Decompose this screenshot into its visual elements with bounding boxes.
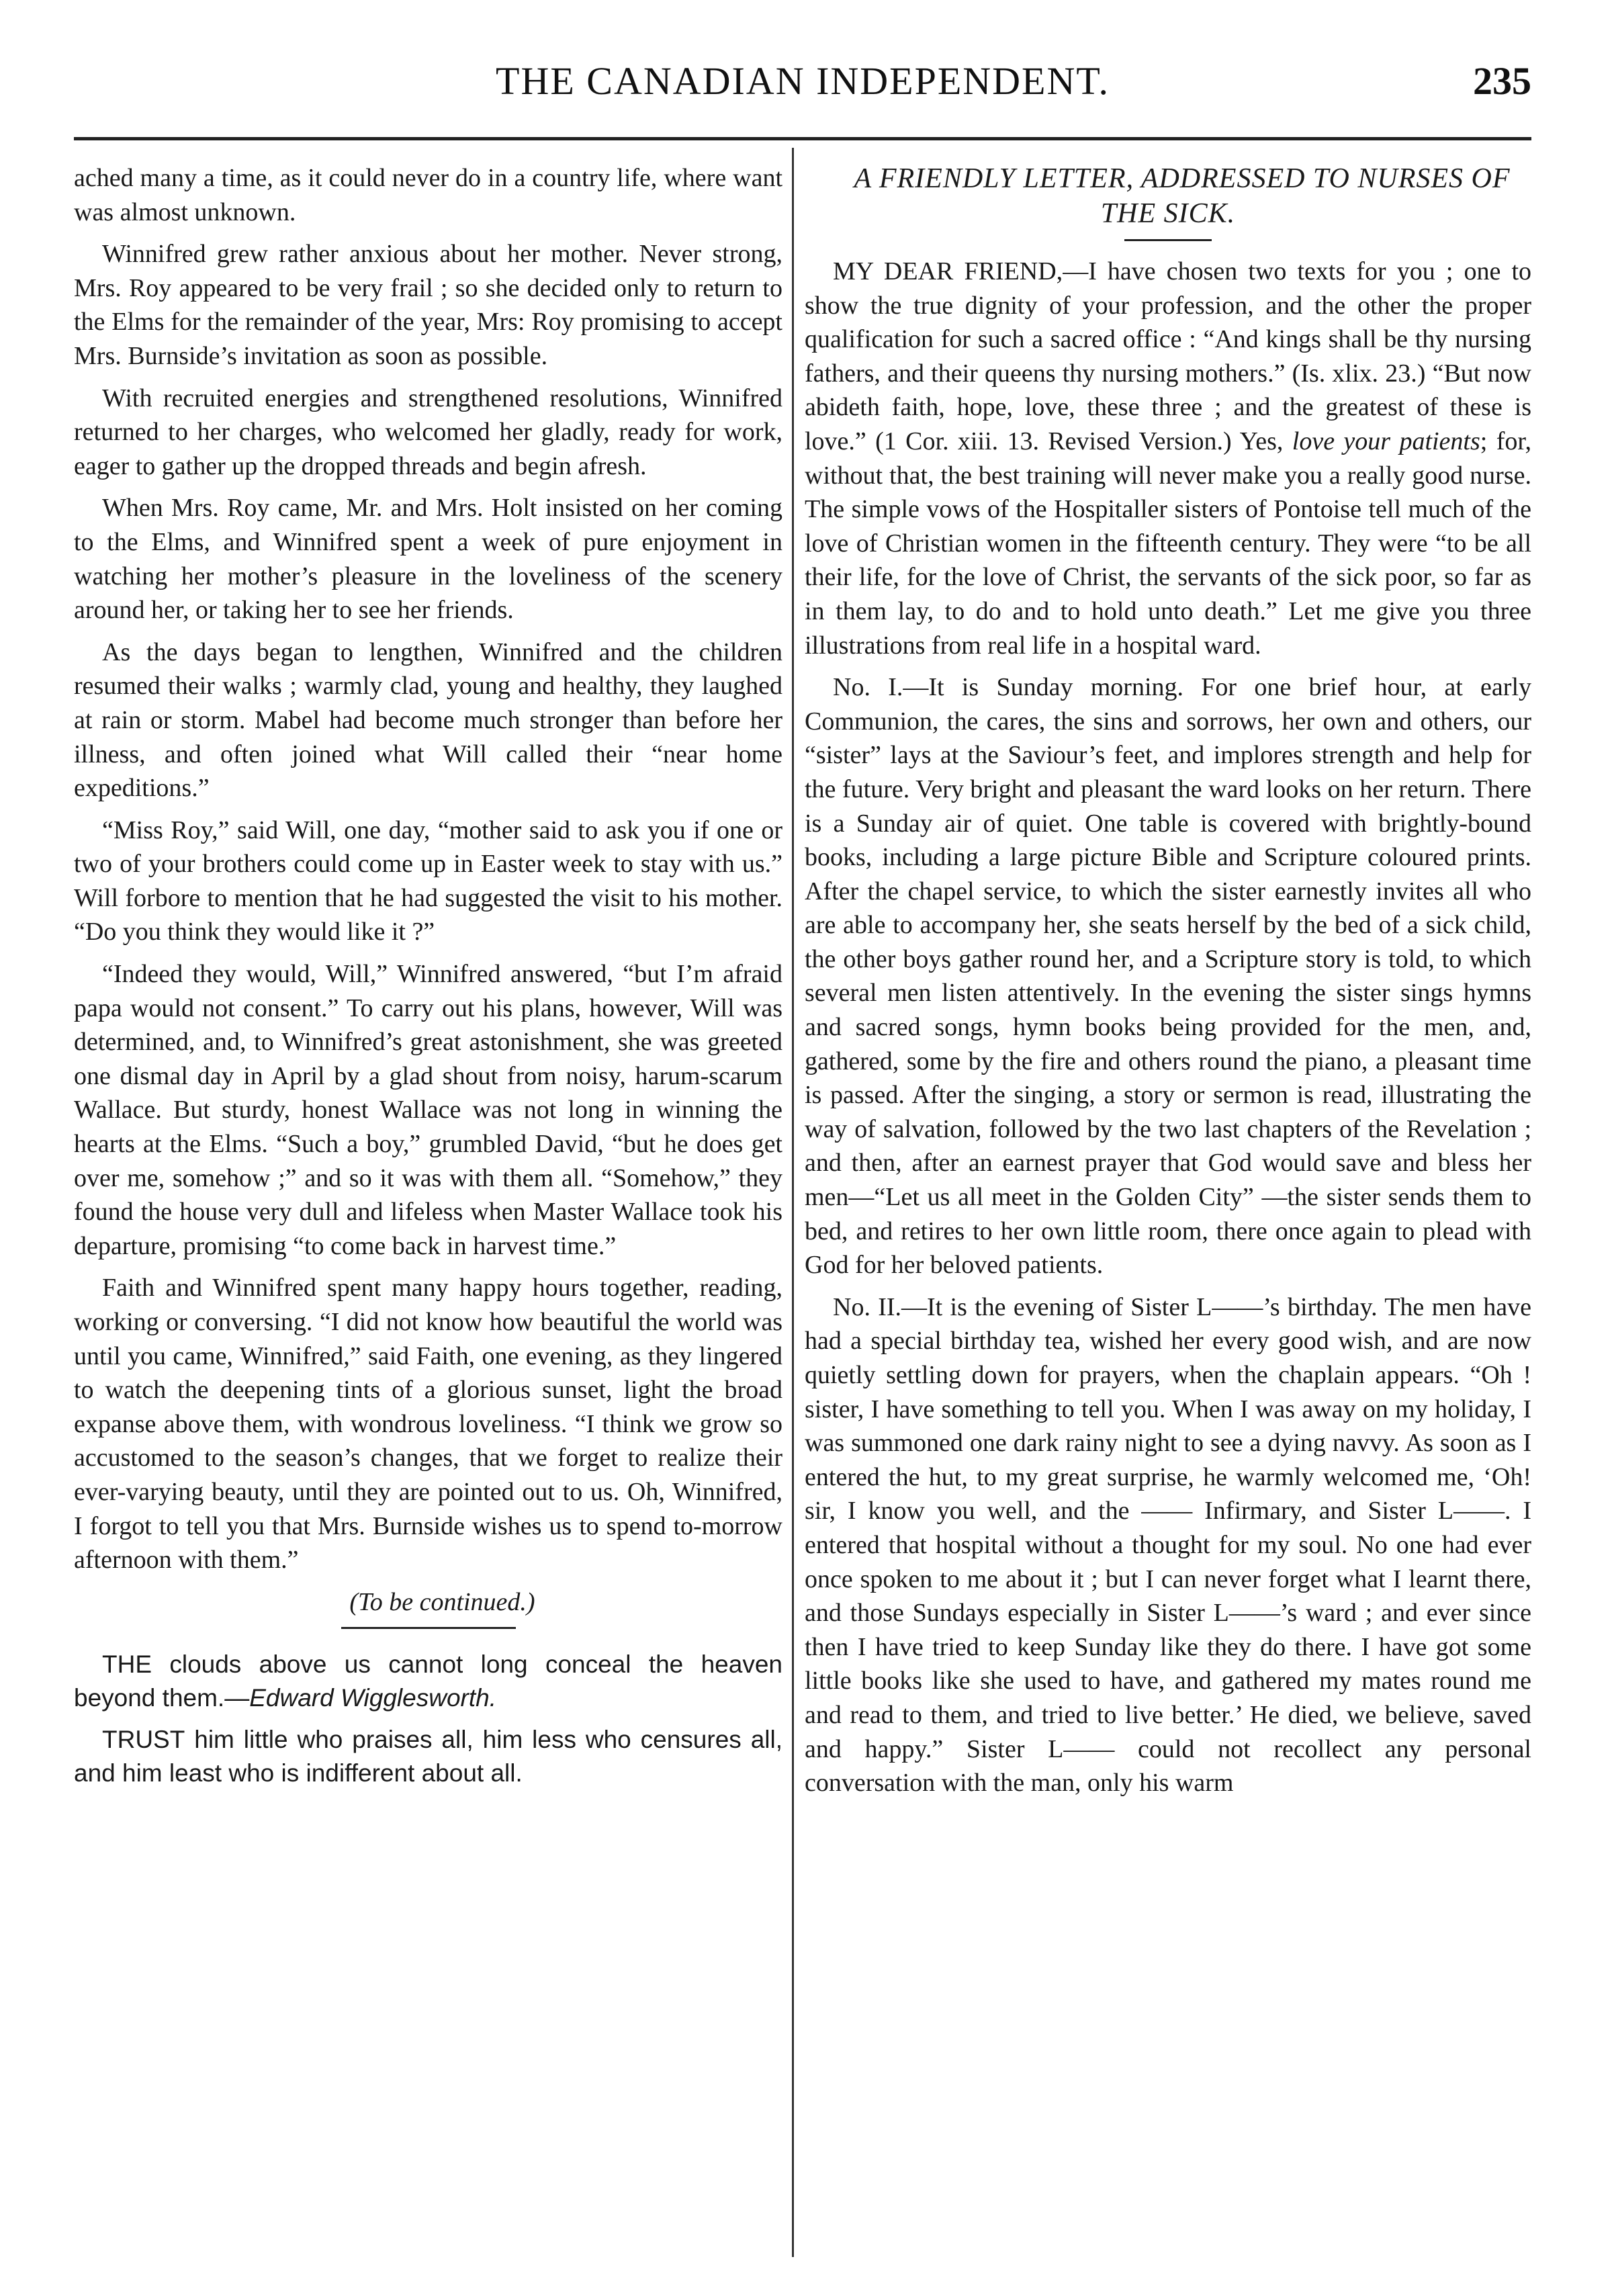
right-column: [805, 161, 1531, 1808]
story-paragraph: “Miss Roy,” said Will, one day, “mother said to ask you if one or two of your brothers could come up in Easter week to stay with us.” Will forbore to mention that he had suggested the visit to his mother. “Do you think they would like it ?”: [74, 815, 782, 946]
wigglesworth-quote: [74, 1648, 782, 1715]
story-paragraph: Faith and Winnifred spent many happy hours together, reading, working or conversing. “I did not know how beautiful the world was until you came, Winnifred,” said Faith, one evening, as they lingered to watch the deepening tints of a glorious sunset, light the broad expanse above them, with wondrous loveliness. “I think we grow so accustomed to the season’s changes, that we forget to realize their ever-varying beauty, until they are pointed out to us. Oh, Winnifred, I forgot to tell you that Mrs. Burnside wishes us to spend to-morrow afternoon with them.”: [74, 1274, 782, 1575]
quote-lead: TRUST: [102, 1726, 185, 1754]
quote-lead: THE: [102, 1650, 152, 1679]
salutation: MY DEAR FRIEND,: [833, 257, 1063, 285]
column-divider: [792, 148, 794, 2257]
story-paragraph: “Indeed they would, Will,” Winnifred answered, “but I’m afraid papa would not consent.” To carry out his plans, however, Will was determined, and, to Winnifred’s great astonishment, she was greeted one dismal day in April by a glad shout from noisy, harum-scarum Wallace. But sturdy, honest Wallace was not long in winning the hearts at the Elms. “Such a boy,” grumbled David, “but he does get over me, somehow ;” and so it was with them all. “Somehow,” they found the house very dull and lifeless when Master Wallace took his departure, promising “to come back in harvest time.”: [74, 960, 782, 1260]
quote-author: Edward Wigglesworth.: [249, 1684, 496, 1712]
continued-note: (To be continued.): [349, 1587, 535, 1616]
title-rule: [1124, 239, 1212, 241]
page-header: [74, 58, 1531, 125]
story-paragraph: ached many a time, as it could never do in a country life, where want was almost unknown.: [74, 164, 782, 226]
left-column: [74, 161, 782, 1798]
article-title: A FRIENDLY LETTER, ADDRESSED TO NURSES OF THE SICK.: [854, 163, 1511, 229]
section-rule: [341, 1627, 516, 1629]
illustration-one: No. I.—It is Sunday morning. For one brief hour, at early Communion, the cares, the sins and sorrows, her own and others, our “sister” lays at the Saviour’s feet, and implores strength and help for the future. Very bright and pleasant the ward looks on her return. There is a Sunday air of quiet. One table is covered with brightly-bound books, including a large picture Bible and Scripture coloured prints. After the chapel service, to which the sister earnestly invites all who are able to accompany her, she seats herself by the bed of a sick child, the other boys gather round her, and a Scripture story is told, to which several men listen attentively. In the evening the sister sings hymns and sacred songs, hymn books being provided for the men, and, gathered, some by the fire and others round the piano, a pleasant time is passed. After the singing, a story or sermon is read, illustrating the way of salvation, followed by the two last chapters of the Revelation ; and then, after an earnest prayer that God would save and bless her men—“Let us all meet in the Golden City” —the sister sends them to bed, and retires to her own little room, there once again to plead with God for her beloved patients.: [805, 673, 1531, 1280]
page-number: 235: [1473, 59, 1531, 103]
intro-text-start: —I have chosen two texts for you ; one to show the true dignity of your profession, and the other the proper qualification for such a sacred office : “And kings shall be thy nursing fathers, and their queens thy nursing mothers.” (Is. xlix. 23.) “But now abideth faith, hope, love, these three ; and the greatest of these is love.” (1 Cor. xiii. 13. Revised Version.) Yes,: [805, 257, 1531, 455]
story-paragraph: Winnifred grew rather anxious about her mother. Never strong, Mrs. Roy appeared to be very frail ; so she decided only to return to the Elms for the remainder of the year, Mrs: Roy promising to accept Mrs. Burnside’s invitation as soon as possible.: [74, 240, 782, 370]
journal-title: THE CANADIAN INDEPENDENT.: [496, 59, 1110, 103]
header-rule: [74, 137, 1531, 140]
story-paragraph: With recruited energies and strengthened resolutions, Winnifred returned to her charges, who welcomed her gladly, ready for work, eager to gather up the dropped threads and begin afresh.: [74, 384, 782, 480]
story-paragraph: When Mrs. Roy came, Mr. and Mrs. Holt insisted on her coming to the Elms, and Winnifred spent a week of pure enjoyment in watching her mother’s pleasure in the loveliness of the scenery around her, or taking her to see her friends.: [74, 494, 782, 625]
quote-text: clouds above us cannot long conceal the heaven beyond them.—: [74, 1650, 782, 1712]
letter-intro: [805, 255, 1531, 662]
story-paragraph: As the days began to lengthen, Winnifred and the children resumed their walks ; warmly clad, young and healthy, they laughed at rain or storm. Mabel had become much stronger than before her illness, and often joined what Will called their “near home expeditions.”: [74, 637, 782, 803]
intro-emphasis: love your patients: [1292, 427, 1480, 455]
quote-text: him little who praises all, him less who censures all, and him least who is indifferent about all.: [74, 1726, 782, 1787]
trust-quote: [74, 1723, 782, 1790]
illustration-two: No. II.—It is the evening of Sister L——’s birthday. The men have had a special birthday tea, wished her every good wish, and are now quietly settling down for prayers, when the chaplain appears. “Oh ! sister, I have something to tell you. When I was away on my holiday, I was summoned one dark rainy night to see a dying navvy. As soon as I entered the hut, to my great surprise, he warmly welcomed me, ‘Oh! sir, I know you well, and the —— Infirmary, and Sister L——. I entered that hospital without a thought for my soul. No one had ever once spoken to me about it ; but I can never forget what I learnt there, and those Sundays especially in Sister L——’s ward ; and ever since then I have tried to keep Sunday like they do there. I have got some little books like she used to have, and gathered my mates round me and read to them, and tried to live better.’ He died, we believe, saved and happy.” Sister L—— could not recollect any personal conversation with the man, only his warm: [805, 1292, 1531, 1798]
intro-text-end: ; for, without that, the best training will never make you a really good nurse. The simple vows of the Hospitaller sisters of Pontoise tell much of the love of Christian women in the fifteenth century. They were “to be all their life, for the love of Christ, the servants of the sick poor, so far as in them lay, to do and to hold unto death.” Let me give you three illustrations from real life in a hospital ward.: [805, 427, 1531, 660]
